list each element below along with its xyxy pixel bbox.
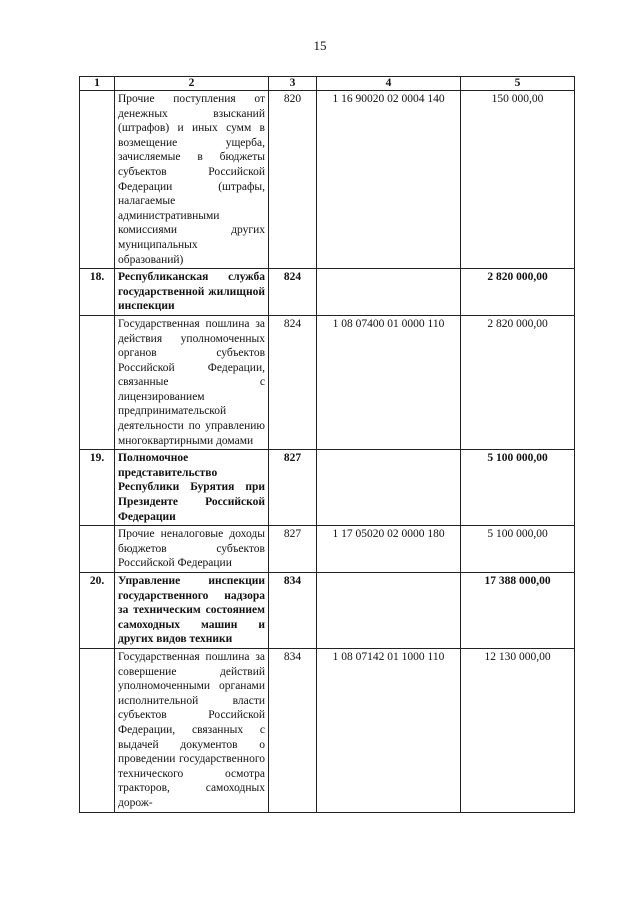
table-header-row bbox=[80, 77, 575, 91]
table-row bbox=[80, 573, 575, 649]
table-row bbox=[80, 91, 575, 269]
row-number bbox=[80, 648, 115, 812]
page-number: 15 bbox=[313, 38, 327, 53]
row-description: Прочие неналоговые доходы бюджетов субъектов Российской Федерации bbox=[115, 526, 269, 573]
column-header: 3 bbox=[269, 77, 317, 91]
revenue-table bbox=[79, 76, 575, 813]
row-description: Полномочное представительство Республики Бурятия при Президенте Российской Федерации bbox=[115, 450, 269, 526]
row-description: Государственная пошлина за совершение действий уполномоченными органами исполнительной власти субъектов Российской Федерации, связанных с выдачей документов о проведении государственного технического осмотра тракторов, самоходных дорож- bbox=[115, 648, 269, 812]
row-budget-code bbox=[317, 269, 461, 316]
row-budget-code: 1 08 07400 01 0000 110 bbox=[317, 315, 461, 449]
row-amount: 5 100 000,00 bbox=[461, 526, 575, 573]
row-budget-code: 1 17 05020 02 0000 180 bbox=[317, 526, 461, 573]
row-number: 20. bbox=[80, 573, 115, 649]
row-number: 19. bbox=[80, 450, 115, 526]
row-number bbox=[80, 315, 115, 449]
row-budget-code: 1 16 90020 02 0004 140 bbox=[317, 91, 461, 269]
row-admin-code: 820 bbox=[269, 91, 317, 269]
row-amount: 12 130 000,00 bbox=[461, 648, 575, 812]
table-row bbox=[80, 648, 575, 812]
row-number bbox=[80, 91, 115, 269]
table-row bbox=[80, 450, 575, 526]
table-row bbox=[80, 315, 575, 449]
row-number bbox=[80, 526, 115, 573]
row-description: Государственная пошлина за действия уполномоченных органов субъектов Российской Федерации, связанные с лицензированием предпринимательской деятельности по управлению многоквартирными домами bbox=[115, 315, 269, 449]
column-header: 2 bbox=[115, 77, 269, 91]
row-budget-code bbox=[317, 450, 461, 526]
table-row bbox=[80, 269, 575, 316]
row-admin-code: 834 bbox=[269, 648, 317, 812]
row-amount: 2 820 000,00 bbox=[461, 315, 575, 449]
row-admin-code: 824 bbox=[269, 315, 317, 449]
row-amount: 2 820 000,00 bbox=[461, 269, 575, 316]
row-admin-code: 827 bbox=[269, 450, 317, 526]
row-budget-code bbox=[317, 573, 461, 649]
row-amount: 150 000,00 bbox=[461, 91, 575, 269]
table-row bbox=[80, 526, 575, 573]
row-admin-code: 827 bbox=[269, 526, 317, 573]
row-amount: 17 388 000,00 bbox=[461, 573, 575, 649]
column-header: 1 bbox=[80, 77, 115, 91]
row-description: Прочие поступления от денежных взысканий (штрафов) и иных сумм в возмещение ущерба, зачисляемые в бюджеты субъектов Российской Федерации (штрафы, налагаемые административными комиссиями других муниципальных образований) bbox=[115, 91, 269, 269]
row-description: Управление инспекции государственного надзора за техническим состоянием самоходных машин и других видов техники bbox=[115, 573, 269, 649]
column-header: 5 bbox=[461, 77, 575, 91]
row-budget-code: 1 08 07142 01 1000 110 bbox=[317, 648, 461, 812]
row-amount: 5 100 000,00 bbox=[461, 450, 575, 526]
row-description: Республиканская служба государственной жилищной инспекции bbox=[115, 269, 269, 316]
column-header: 4 bbox=[317, 77, 461, 91]
row-admin-code: 834 bbox=[269, 573, 317, 649]
row-number: 18. bbox=[80, 269, 115, 316]
row-admin-code: 824 bbox=[269, 269, 317, 316]
